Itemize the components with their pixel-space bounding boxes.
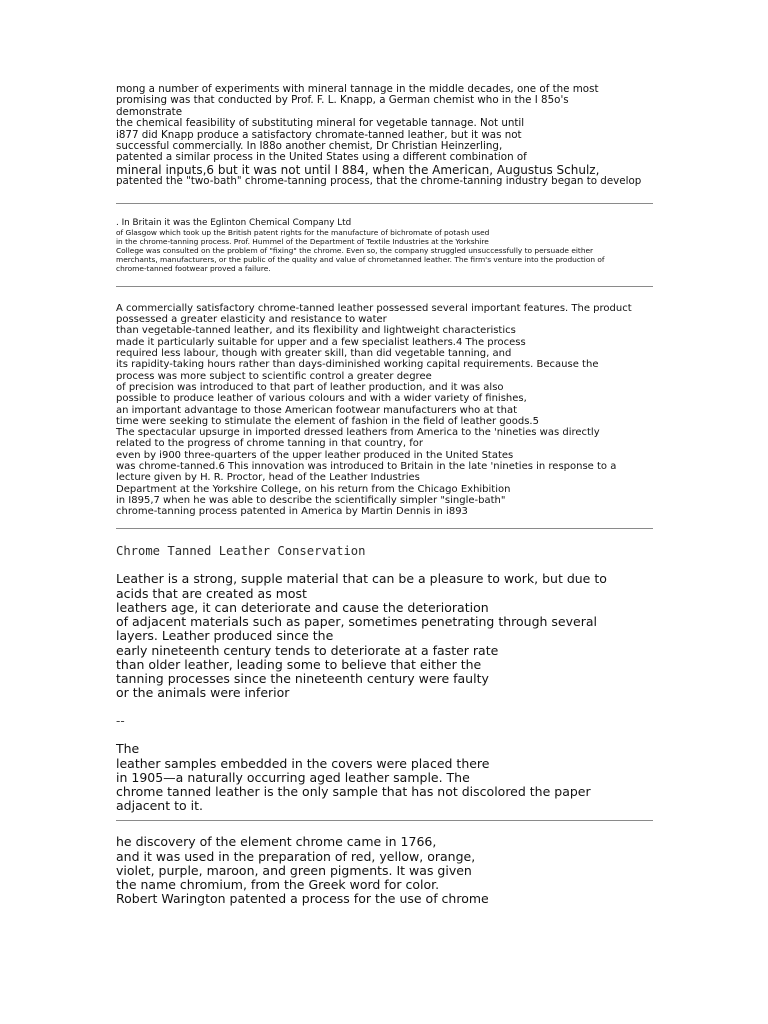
text-line: i877 did Knapp produce a satisfactory chromate-tanned leather, but it was not xyxy=(116,128,522,141)
text-line: promising was that conducted by Prof. F. L. Knapp, a German chemist who in the I 85o's xyxy=(116,94,569,107)
text-line: tanning processes since the nineteenth century were faulty xyxy=(116,670,489,686)
paragraph-leather-samples xyxy=(116,742,656,813)
text-line: chrome-tanning process patented in America by Martin Dennis in i893 xyxy=(116,506,468,518)
paragraph-mineral-tannage xyxy=(116,84,656,188)
text-line: The spectacular upsurge in imported dressed leathers from America to the 'nineties was directly xyxy=(116,427,600,439)
text-line: required less labour, though with greater skill, than did vegetable tanning, and xyxy=(116,348,512,360)
section-heading: Chrome Tanned Leather Conservation xyxy=(116,544,366,559)
text-line: of adjacent materials such as paper, sometimes penetrating through several xyxy=(116,614,597,630)
text-line: the chemical feasibility of substituting mineral for vegetable tannage. Not until xyxy=(116,117,525,130)
dash-separator: -- xyxy=(116,714,125,729)
text-line: of precision was introduced to that part of leather production, and it was also xyxy=(116,381,504,393)
text-line: demonstrate xyxy=(116,105,183,118)
text-line: leathers age, it can deteriorate and cause the deterioration xyxy=(116,599,489,615)
text-line: related to the progress of chrome tanning in that country, for xyxy=(116,438,423,450)
text-line: The xyxy=(116,741,140,757)
text-line: its rapidity-taking hours rather than days-diminished working capital requirements. Because the xyxy=(116,359,599,371)
text-line: made it particularly suitable for upper and a few specialist leathers.4 The process xyxy=(116,336,526,348)
text-line: layers. Leather produced since the xyxy=(116,628,334,644)
text-line: time were seeking to stimulate the element of fashion in the field of leather goods.5 xyxy=(116,415,539,427)
paragraph-chrome-features xyxy=(116,303,656,518)
text-line: chrome tanned leather is the only sample that has not discolored the paper xyxy=(116,783,591,799)
text-line: than vegetable-tanned leather, and its flexibility and lightweight characteristics xyxy=(116,325,516,337)
document-page xyxy=(116,84,656,906)
footnote-eglinton xyxy=(116,218,656,273)
text-line: mineral inputs,6 but it was not until I 884, when the American, Augustus Schulz, xyxy=(116,162,600,177)
text-line: successful commercially. In I88o another chemist, Dr Christian Heinzerling, xyxy=(116,140,503,153)
divider xyxy=(116,528,653,529)
text-line: mong a number of experiments with mineral tannage in the middle decades, one of the most xyxy=(116,83,599,95)
paragraph-leather-deterioration xyxy=(116,572,656,700)
text-line: process was more subject to scientific control a greater degree xyxy=(116,370,432,382)
text-line: lecture given by H. R. Proctor, head of the Leather Industries xyxy=(116,472,420,484)
text-line: early nineteenth century tends to deteriorate at a faster rate xyxy=(116,642,499,658)
text-line: acids that are created as most xyxy=(116,585,307,601)
text-line: of Glasgow which took up the British patent rights for the manufacture of bichromate of potash used xyxy=(116,227,490,237)
text-line: in 1905—a naturally occurring aged leather sample. The xyxy=(116,769,470,785)
text-line: in the chrome-tanning process. Prof. Hummel of the Department of Textile Industries at the Yorkshire xyxy=(116,236,489,246)
divider xyxy=(116,820,653,821)
text-line: Department at the Yorkshire College, on his return from the Chicago Exhibition xyxy=(116,483,511,495)
text-line: an important advantage to those American footwear manufacturers who at that xyxy=(116,404,517,416)
text-line: he discovery of the element chrome came in 1766, xyxy=(116,834,437,850)
text-line: patented the "two-bath" chrome-tanning process, that the chrome-tanning industry began to develop xyxy=(116,175,642,188)
text-line: adjacent to it. xyxy=(116,798,203,814)
text-line: Leather is a strong, supple material that can be a pleasure to work, but due to xyxy=(116,571,607,587)
text-line: or the animals were inferior xyxy=(116,685,290,701)
text-line: violet, purple, maroon, and green pigments. It was given xyxy=(116,862,472,878)
text-line: was chrome-tanned.6 This innovation was introduced to Britain in the late 'nineties in response to a xyxy=(116,461,617,472)
text-line: chrome-tanned footwear proved a failure. xyxy=(116,263,271,273)
text-line: leather samples embedded in the covers were placed there xyxy=(116,755,490,771)
divider xyxy=(116,286,653,287)
text-line: possessed a greater elasticity and resistance to water xyxy=(116,314,387,326)
text-line: even by i900 three-quarters of the upper leather produced in the United States xyxy=(116,449,514,461)
text-line: than older leather, leading some to believe that either the xyxy=(116,656,482,672)
text-line: Robert Warington patented a process for the use of chrome xyxy=(116,891,489,907)
text-line: College was consulted on the problem of "fixing" the chrome. Even so, the company struggled unsuccessfully to persuade either xyxy=(116,245,594,255)
text-line: the name chromium, from the Greek word for color. xyxy=(116,876,440,892)
divider xyxy=(116,203,653,204)
text-line: merchants, manufacturers, or the public of the quality and value of chrometanned leather. The firm's venture into the production of xyxy=(116,254,605,264)
text-line: A commercially satisfactory chrome-tanned leather possessed several important features. The product xyxy=(116,302,632,314)
paragraph-chrome-discovery xyxy=(116,835,656,906)
text-line: and it was used in the preparation of red, yellow, orange, xyxy=(116,848,476,864)
text-line: in I895,7 when he was able to describe the scientifically simpler "single-bath" xyxy=(116,494,506,506)
text-line: . In Britain it was the Eglinton Chemical Company Ltd xyxy=(116,217,352,228)
text-line: possible to produce leather of various colours and with a wider variety of finishes, xyxy=(116,393,527,405)
text-line: patented a similar process in the United States using a different combination of xyxy=(116,151,527,164)
